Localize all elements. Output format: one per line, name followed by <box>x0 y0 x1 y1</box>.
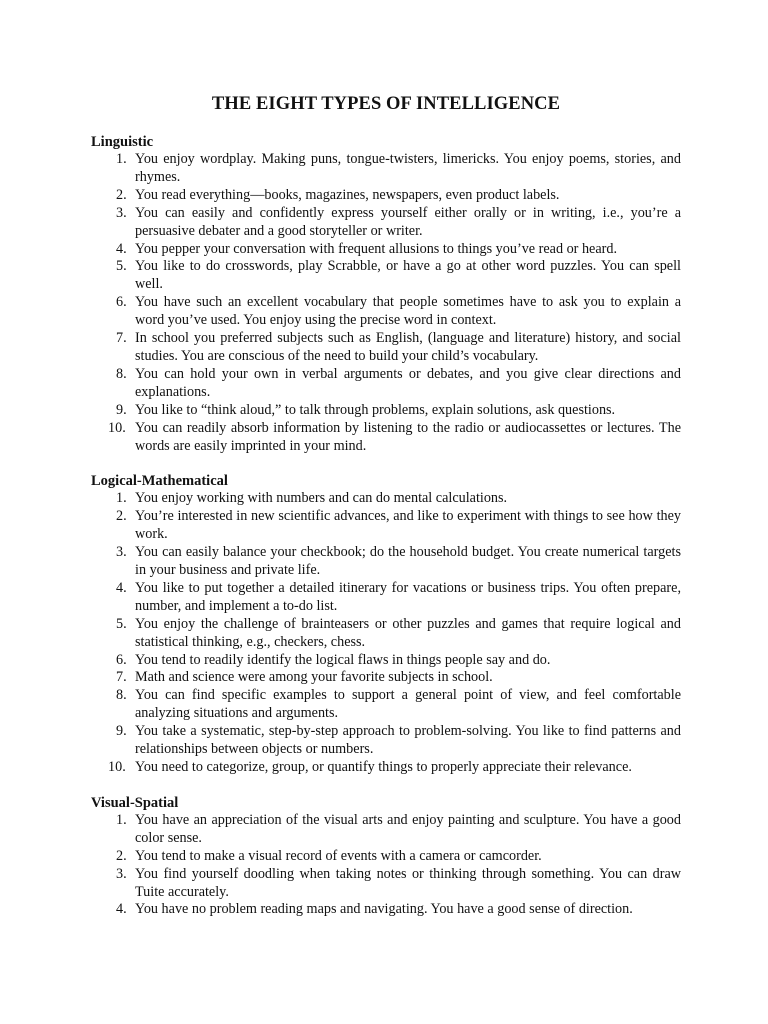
section-heading: Visual-Spatial <box>91 794 179 811</box>
list-item <box>91 723 681 759</box>
item-text: You like to do crosswords, play Scrabble, or have a go at other word puzzles. You can spell well. <box>135 258 681 293</box>
item-text: You tend to readily identify the logical flaws in things people say and do. <box>135 651 551 668</box>
item-number: 7. <box>116 330 127 347</box>
list-item <box>91 330 681 366</box>
item-number: 1. <box>116 490 127 507</box>
item-text: You like to put together a detailed itinerary for vacations or business trips. You often prepare, number, and implement a to-do list. <box>135 579 681 614</box>
item-number: 5. <box>116 258 127 275</box>
list-item <box>91 866 681 902</box>
item-text: You can easily balance your checkbook; do the household budget. You create numerical targets in your business and private life. <box>135 544 681 579</box>
list-item <box>91 669 681 687</box>
item-text: You enjoy wordplay. Making puns, tongue-twisters, limericks. You enjoy poems, stories, and rhymes. <box>135 151 681 185</box>
item-text: You read everything—books, magazines, newspapers, even product labels. <box>135 186 560 203</box>
item-list <box>91 151 681 455</box>
list-item <box>91 687 681 723</box>
item-number: 5. <box>116 615 127 632</box>
item-text: You enjoy working with numbers and can do mental calculations. <box>135 490 508 507</box>
item-number: 2. <box>116 508 127 525</box>
list-item <box>91 508 681 544</box>
item-text: You like to “think aloud,” to talk through problems, explain solutions, ask questions. <box>135 401 616 418</box>
list-item <box>91 901 681 919</box>
item-text: You tend to make a visual record of events with a camera or camcorder. <box>135 847 542 864</box>
list-item <box>91 241 681 259</box>
section-logical-mathematical <box>91 472 681 777</box>
list-item <box>91 652 681 670</box>
item-text: You take a systematic, step-by-step approach to problem-solving. You like to find patterns and relationships between objects or numbers. <box>135 723 681 758</box>
item-text: You have an appreciation of the visual arts and enjoy painting and sculpture. You have a good color sense. <box>135 811 681 846</box>
page-title: THE EIGHT TYPES OF INTELLIGENCE <box>211 94 561 114</box>
list-item <box>91 490 681 508</box>
item-text: You need to categorize, group, or quantify things to properly appreciate their relevance. <box>135 759 632 775</box>
item-number: 3. <box>116 204 127 221</box>
item-text: You have no problem reading maps and navigating. You have a good sense of direction. <box>135 901 633 918</box>
item-text: Math and science were among your favorite subjects in school. <box>135 669 493 686</box>
item-list <box>91 812 681 919</box>
list-item <box>91 187 681 205</box>
item-number: 4. <box>116 240 127 257</box>
list-item <box>91 402 681 420</box>
item-number: 1. <box>116 151 127 167</box>
list-item <box>91 205 681 241</box>
item-text: In school you preferred subjects such as English, (language and literature) history, and social studies. You are conscious of the need to build your child’s vocabulary. <box>135 330 681 364</box>
item-text: You can hold your own in verbal arguments or debates, and you give clear directions and explanations. <box>135 365 681 400</box>
item-number: 1. <box>116 811 127 828</box>
list-item <box>91 366 681 402</box>
item-number: 2. <box>116 186 127 203</box>
item-number: 7. <box>116 669 127 686</box>
list-item <box>91 616 681 652</box>
item-number: 4. <box>116 579 127 596</box>
list-item <box>91 544 681 580</box>
item-text: You’re interested in new scientific advances, and like to experiment with things to see how they work. <box>135 508 681 543</box>
item-text: You find yourself doodling when taking notes or thinking through something. You can draw Tuite accurately. <box>135 865 681 900</box>
item-number: 10. <box>108 419 126 436</box>
item-number: 9. <box>116 401 127 418</box>
section-heading: Logical-Mathematical <box>91 473 228 490</box>
list-item <box>91 151 681 187</box>
list-item <box>91 258 681 294</box>
item-text: You can find specific examples to support a general point of view, and feel comfortable analyzing situations and arguments. <box>135 687 681 722</box>
item-text: You have such an excellent vocabulary that people sometimes have to ask you to explain a word you’ve used. You enjoy using the precise word in context. <box>135 294 681 329</box>
item-number: 9. <box>116 723 127 740</box>
list-item <box>91 812 681 848</box>
item-number: 3. <box>116 544 127 561</box>
item-number: 8. <box>116 687 127 704</box>
item-text: You enjoy the challenge of brainteasers or other puzzles and games that require logical and statistical thinking, e.g., checkers, chess. <box>135 615 681 650</box>
list-item <box>91 580 681 616</box>
item-text: You pepper your conversation with frequent allusions to things you’ve read or heard. <box>135 240 618 257</box>
item-list <box>91 490 681 777</box>
list-item <box>91 759 681 777</box>
item-number: 2. <box>116 847 127 864</box>
item-number: 6. <box>116 294 127 311</box>
item-text: You can readily absorb information by listening to the radio or audiocassettes or lectures. The words are easily imprinted in your mind. <box>135 419 681 454</box>
list-item <box>91 848 681 866</box>
item-number: 3. <box>116 865 127 882</box>
list-item <box>91 420 681 456</box>
item-number: 4. <box>116 901 127 918</box>
section-visual-spatial <box>91 794 681 919</box>
item-number: 8. <box>116 365 127 382</box>
section-linguistic <box>91 133 681 455</box>
item-number: 6. <box>116 651 127 668</box>
section-heading: Linguistic <box>91 134 154 150</box>
list-item <box>91 294 681 330</box>
item-text: You can easily and confidently express yourself either orally or in writing, i.e., you’re a persuasive debater and a good storyteller or writer. <box>135 204 681 239</box>
item-number: 10. <box>108 759 126 775</box>
